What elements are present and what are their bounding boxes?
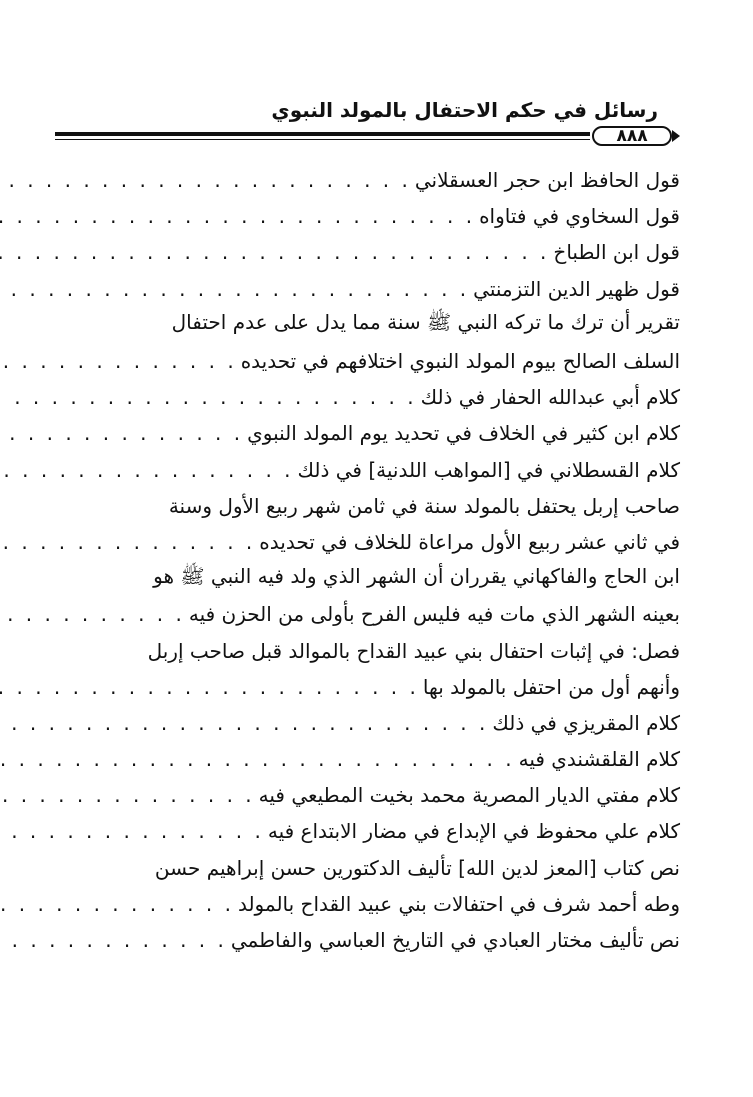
toc-leader-dots xyxy=(0,892,238,916)
toc-leader-dots xyxy=(0,783,259,807)
toc-leader-dots xyxy=(0,711,492,735)
toc-entry-text: قول السخاوي في فتاواه xyxy=(479,204,680,229)
toc-entry xyxy=(72,596,680,632)
toc-leader-dots xyxy=(0,928,231,952)
toc-leader-dots xyxy=(0,458,298,482)
toc-entry xyxy=(72,343,680,379)
toc-entry xyxy=(72,379,680,415)
toc-entry-text: وأنهم أول من احتفل بالمولد بها xyxy=(422,674,680,699)
toc-entry xyxy=(72,669,680,705)
header-rule-thin xyxy=(55,139,590,140)
page-number-badge: ٨٨٨ xyxy=(592,126,672,146)
toc-leader-dots xyxy=(0,819,268,843)
toc-entry xyxy=(72,524,680,560)
toc-entry-text: بعينه الشهر الذي مات فيه فليس الفرح بأولى من الحزن فيه xyxy=(188,602,680,627)
toc-leader-dots xyxy=(0,530,259,554)
toc-leader-dots xyxy=(0,602,189,626)
toc-entry-text: السلف الصالح بيوم المولد النبوي اختلافهم في تحديده xyxy=(240,349,680,374)
toc-entry-text: قول الحافظ ابن حجر العسقلاني xyxy=(414,168,680,193)
toc-entry xyxy=(72,813,680,849)
toc-entry-text: كلام القلقشندي فيه xyxy=(518,747,680,772)
toc-entry xyxy=(72,777,680,813)
toc-entry xyxy=(72,307,680,343)
toc-entry-text: كلام أبي عبدالله الحفار في ذلك xyxy=(420,385,680,410)
toc-leader-dots xyxy=(0,747,519,771)
toc-leader-dots xyxy=(0,240,553,264)
toc-entry-text: ابن الحاج والفاكهاني يقرران أن الشهر الذي ولد فيه النبي ﷺ هو xyxy=(153,563,680,588)
table-of-contents xyxy=(72,162,680,958)
toc-leader-dots xyxy=(0,204,479,228)
toc-entry xyxy=(72,198,680,234)
toc-entry xyxy=(72,886,680,922)
toc-entry-text: كلام القسطلاني في [المواهب اللدنية] في ذلك xyxy=(297,457,680,482)
toc-leader-dots xyxy=(0,277,473,301)
header-rule-thick xyxy=(55,132,590,136)
toc-entry-text: كلام ابن كثير في الخلاف في تحديد يوم المولد النبوي xyxy=(247,421,680,446)
toc-entry-text: كلام علي محفوظ في الإبداع في مضار الابتداع فيه xyxy=(267,819,680,844)
toc-entry xyxy=(72,271,680,307)
toc-entry xyxy=(72,741,680,777)
toc-entry xyxy=(72,415,680,451)
toc-entry xyxy=(72,234,680,270)
toc-entry xyxy=(72,162,680,198)
toc-leader-dots xyxy=(0,421,247,445)
page-badge-arrow-icon xyxy=(672,130,680,142)
toc-entry xyxy=(72,452,680,488)
toc-entry xyxy=(72,922,680,958)
toc-entry-text: كلام المقريزي في ذلك xyxy=(492,710,680,735)
toc-entry-text: فصل: في إثبات احتفال بني عبيد القداح بالموالد قبل صاحب إربل xyxy=(147,638,680,663)
toc-entry-text: وطه أحمد شرف في احتفالات بني عبيد القداح بالمولد xyxy=(237,891,680,916)
toc-leader-dots xyxy=(0,675,423,699)
toc-entry xyxy=(72,705,680,741)
toc-entry-text: نص كتاب [المعز لدين الله] تأليف الدكتورين حسن إبراهيم حسن xyxy=(154,855,680,880)
toc-entry-text: صاحب إربل يحتفل بالمولد سنة في ثامن شهر ربيع الأول وسنة xyxy=(168,493,680,518)
toc-entry-text: كلام مفتي الديار المصرية محمد بخيت المطيعي فيه xyxy=(258,783,680,808)
toc-entry-text: قول ظهير الدين التزمنتي xyxy=(473,276,680,301)
toc-leader-dots xyxy=(0,168,415,192)
toc-leader-dots xyxy=(0,385,421,409)
toc-entry-text: تقرير أن ترك ما تركه النبي ﷺ سنة مما يدل على عدم احتفال xyxy=(171,310,680,335)
toc-entry-text: في ثاني عشر ربيع الأول مراعاة للخلاف في تحديده xyxy=(259,529,680,554)
toc-entry xyxy=(72,632,680,668)
toc-leader-dots xyxy=(0,349,241,373)
book-title: رسائل في حكم الاحتفال بالمولد النبوي xyxy=(271,98,658,122)
toc-entry xyxy=(72,560,680,596)
toc-entry-text: نص تأليف مختار العبادي في التاريخ العباسي والفاطمي xyxy=(230,928,680,953)
toc-entry-text: قول ابن الطباخ xyxy=(553,240,680,265)
toc-entry xyxy=(72,850,680,886)
toc-entry xyxy=(72,488,680,524)
